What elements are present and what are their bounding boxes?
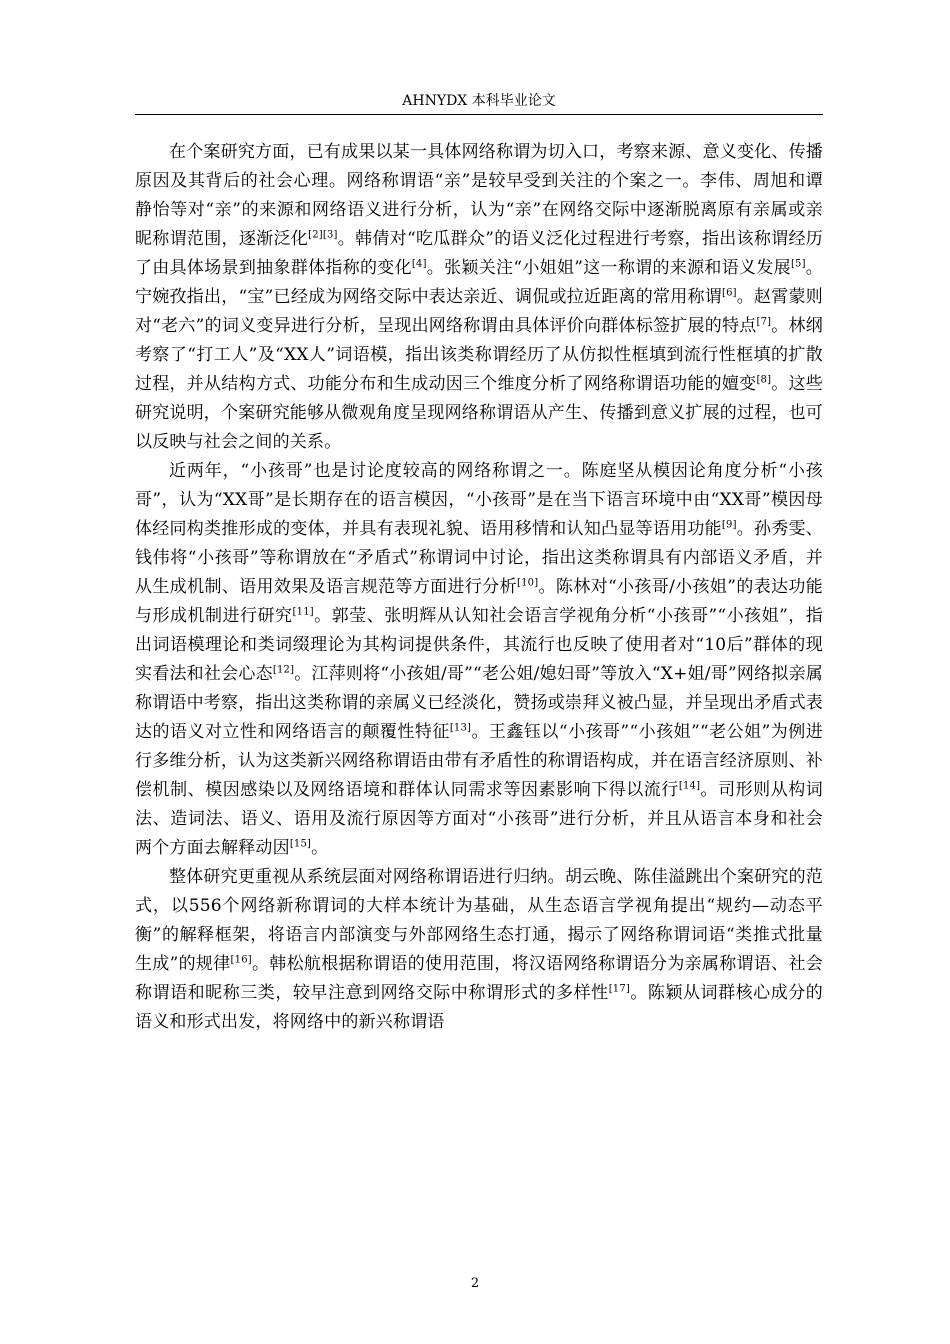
page-number: 2 (470, 1276, 480, 1291)
citation-marker: [11] (292, 606, 314, 618)
citation-marker: [15] (289, 838, 312, 850)
citation-marker: [17] (608, 983, 631, 995)
header-divider (135, 114, 823, 115)
text-run: 。林纲考察了“打工人”及“XX人”词语模，指出该类称谓经历了从仿拟性框填到流行性框填的扩散过程，并从结构方式、功能分布和生成动因三个维度分析了网络称谓语功能的嬗变 (135, 316, 824, 394)
text-run: 。王鑫钰以“小孩哥”“小孩姐”“老公姐”为例进行多维分析，认为这类新兴网络称谓语由带有矛盾性的称谓语构成，并在语言经济原则、补偿机制、模因感染以及网络语境和群体认同需求等因素影响下得以流行 (135, 722, 823, 800)
text-run: 。韩松航根据称谓语的使用范围，将汉语网络称谓语分为亲属称谓语、社会称谓语和昵称三类，较早注意到网络交际中称谓形式的多样性 (135, 954, 823, 1003)
text-run: 。赵霄蒙则对“老六”的词义变异进行分析，呈现出网络称谓由具体评价向群体标签扩展的特点 (135, 287, 823, 336)
citation-marker: [10] (517, 577, 539, 589)
text-run: 。韩倩对“吃瓜群众”的语义泛化过程进行考察，指出该称谓经历了由具体场景到抽象群体指称的变化 (135, 229, 824, 278)
text-run: 。陈颖从词群核心成分的语义和形式出发，将网络中的新兴称谓语 (135, 983, 823, 1032)
citation-marker: [8] (756, 374, 772, 386)
text-run: 。张颖关注“小姐姐”这一称谓的来源和语义发展 (426, 258, 791, 278)
citation-marker: [16] (230, 954, 252, 966)
body-text (135, 138, 823, 1037)
paragraph-xiaohaige (135, 457, 823, 863)
text-run: 。孙秀雯、钱伟将“小孩哥”等称谓放在“矛盾式”称谓词中讨论，指出这类称谓具有内部语义矛盾，并从生成机制、语用效果及语言规范等方面进行分析 (135, 519, 823, 597)
text-run: 。江萍则将“小孩姐/哥”“老公姐/媳妇哥”等放入“X+姐/哥”网络拟亲属称谓语中考察，指出这类称谓的亲属义已经淡化，赞扬或崇拜义被凸显，并呈现出矛盾式表达的语义对立性和网络语言的颠覆性特征 (135, 664, 824, 742)
text-run: 在个案研究方面，已有成果以某一具体网络称谓为切入口，考察来源、意义变化、传播原因及其背后的社会心理。网络称谓语“亲”是较早受到关注的个案之一。李伟、周旭和谭静怡等对“亲”的来源和网络语义进行分析，认为“亲”在网络交际中逐渐脱离原有亲属或亲昵称谓范围，逐渐泛化 (135, 142, 823, 249)
citation-marker: [9] (721, 519, 737, 531)
citation-marker: [6] (722, 287, 737, 299)
text-run: 。宁婉孜指出，“宝”已经成为网络交际中表达亲近、调侃或拉近距离的常用称谓 (135, 258, 824, 307)
citation-marker: [2][3] (308, 229, 338, 241)
text-run: 近两年，“小孩哥”也是讨论度较高的网络称谓之一。陈庭坚从模因论角度分析“小孩哥”，认为“XX哥”是长期存在的语言模因，“小孩哥”是在当下语言环境中由“XX哥”模因母体经同构类推形成的变体，并具有表现礼貌、语用移情和认知凸显等语用功能 (135, 461, 823, 539)
citation-marker: [7] (756, 316, 772, 328)
citation-marker: [13] (449, 722, 472, 734)
paragraph-case-studies (135, 138, 823, 457)
citation-marker: [5] (790, 258, 806, 270)
text-run: 。这些研究说明，个案研究能够从微观角度呈现网络称谓语从产生、传播到意义扩展的过程，也可以反映与社会之间的关系。 (135, 374, 823, 452)
text-run: 。郭莹、张明辉从认知社会语言学视角分析“小孩哥”“小孩姐”，指出词语模理论和类词缀理论为其构词提供条件，其流行也反映了使用者对“10后”群体的现实看法和社会心态 (135, 606, 823, 684)
text-run: 。陈林对“小孩哥/小孩姐”的表达功能与形成机制进行研究 (135, 577, 823, 626)
text-run: 。 (311, 838, 329, 858)
text-run: 。司形则从构词法、造词法、语义、语用及流行原因等方面对“小孩哥”进行分析，并且从语言本身和社会两个方面去解释动因 (135, 780, 823, 858)
citation-marker: [4] (411, 258, 427, 270)
citation-marker: [14] (678, 780, 701, 792)
citation-marker: [12] (272, 664, 295, 676)
running-header: AHNYDX 本科毕业论文 (402, 93, 556, 109)
paragraph-systemic-research (135, 863, 823, 1037)
text-run: 整体研究更重视从系统层面对网络称谓语进行归纳。胡云晚、陈佳溢跳出个案研究的范式，以556个网络新称谓词的大样本统计为基础，从生态语言学视角提出“规约—动态平衡”的解释框架，将语言内部演变与外部网络生态打通，揭示了网络称谓词语“类推式批量生成”的规律 (135, 867, 823, 974)
